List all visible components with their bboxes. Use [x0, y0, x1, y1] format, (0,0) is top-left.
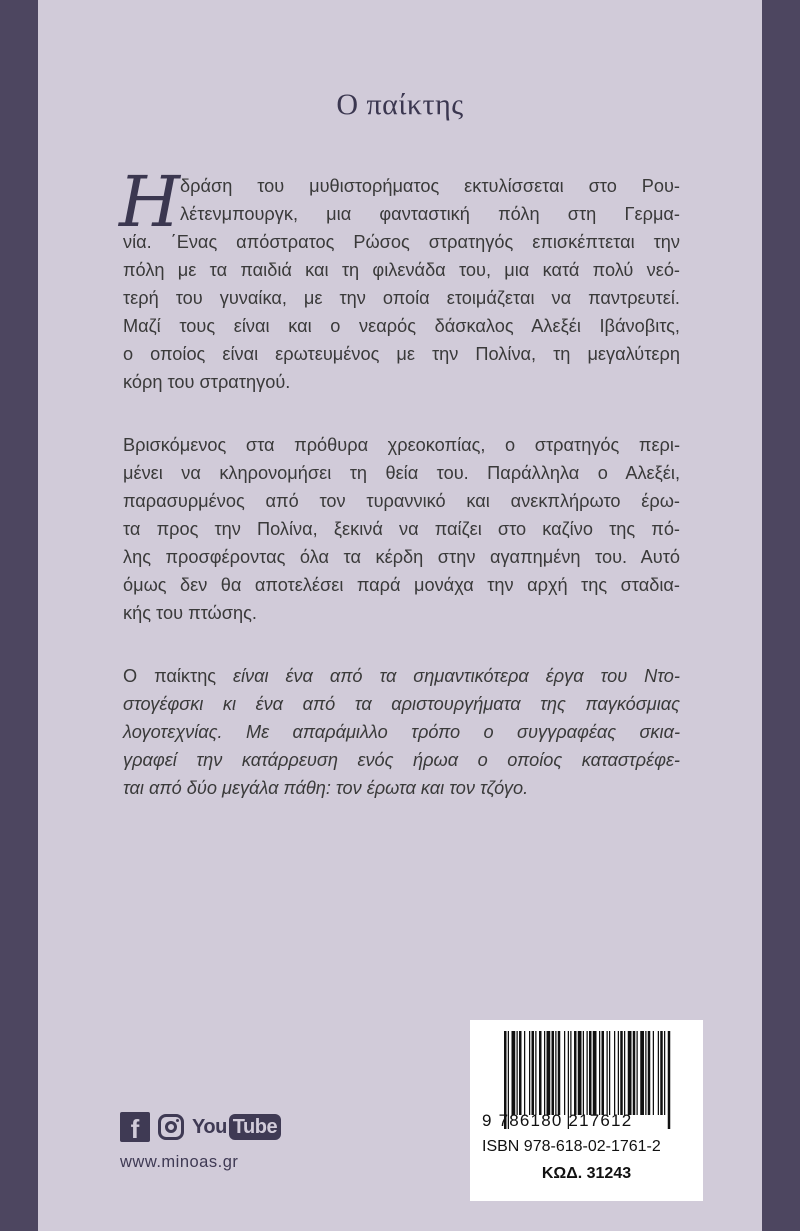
paragraph-synopsis-1	[119, 161, 680, 396]
publisher-website[interactable]: www.minoas.gr	[120, 1153, 239, 1171]
social-icons	[120, 1110, 281, 1144]
back-cover	[38, 0, 762, 1231]
text-line: τερή του γυναίκα, με την οποία ετοιμάζεται να παντρευτεί.	[123, 288, 680, 308]
text-line: στογέφσκι κι ένα από τα αριστουργήματα της παγκόσμιας	[123, 694, 680, 714]
text-line: νία. ΄Ενας απόστρατος Ρώσος στρατηγός επισκέπτεται την	[123, 232, 680, 252]
text-line: ο οποίος είναι ερωτευμένος με την Πολίνα, τη μεγαλύτερη	[123, 344, 680, 364]
youtube-tube: Tube	[229, 1114, 281, 1140]
text-line: ται από δύο μεγάλα πάθη: τον έρωτα και τον τζόγο.	[123, 778, 529, 798]
facebook-icon[interactable]: f	[120, 1112, 150, 1142]
text-line: Μαζί τους είναι και ο νεαρός δάσκαλος Αλεξέι Ιβάνοβιτς,	[123, 316, 680, 336]
youtube-word: You	[192, 1115, 227, 1138]
product-code: ΚΩΔ. 31243	[541, 1165, 632, 1182]
isbn-number: ISBN 978-618-02-1761-2	[482, 1138, 661, 1155]
text-line: γραφεί την κατάρρευση ενός ήρωα ο οποίος καταστρέφε-	[123, 750, 680, 770]
book-title-inline: Ο παίκτης	[123, 666, 217, 686]
paragraph-praise	[123, 662, 680, 802]
barcode-digits: 9 786180 217612	[482, 1111, 633, 1130]
text-line: πόλη με τα παιδιά και τη φιλενάδα του, μια κατά πολύ νεό-	[123, 260, 680, 280]
text-line: μένει να κληρονομήσει τη θεία του. Παράλληλα ο Αλεξέι,	[123, 463, 680, 483]
youtube-icon[interactable]	[192, 1114, 281, 1140]
text-line: λης προσφέροντας όλα τα κέρδη στην αγαπημένη του. Αυτό	[123, 547, 680, 567]
text-line: κής του πτώσης.	[123, 603, 257, 623]
text-line: κόρη του στρατηγού.	[123, 372, 291, 392]
book-title: Ο παίκτης	[336, 88, 464, 121]
barcode-panel	[470, 1020, 703, 1201]
instagram-icon[interactable]	[158, 1114, 184, 1140]
text-line: παρασυρμένος από τον τυραννικό και ανεκπλήρωτο έρω-	[123, 491, 680, 511]
text-line: λογοτεχνίας. Με απαράμιλλο τρόπο ο συγγραφέας σκια-	[123, 722, 680, 742]
paragraph-synopsis-2	[123, 431, 680, 627]
text-line	[123, 662, 680, 690]
lead-italic: είναι ένα από τα σημαντικότερα έργα του Ντο-	[216, 666, 680, 686]
text-line: δράση του μυθιστορήματος εκτυλίσσεται στο Ρου-	[180, 176, 680, 196]
text-line: τα προς την Πολίνα, ξεκινά να παίζει στο καζίνο της πό-	[123, 519, 680, 539]
text-line: Βρισκόμενος στα πρόθυρα χρεοκοπίας, ο στρατηγός περι-	[123, 435, 680, 455]
text-line: λέτενμπουργκ, μια φανταστική πόλη στη Γερμα-	[180, 204, 680, 224]
drop-cap: Η	[119, 161, 181, 243]
text-line: όμως δεν θα αποτελέσει παρά μονάχα την αρχή της σταδια-	[123, 575, 680, 595]
